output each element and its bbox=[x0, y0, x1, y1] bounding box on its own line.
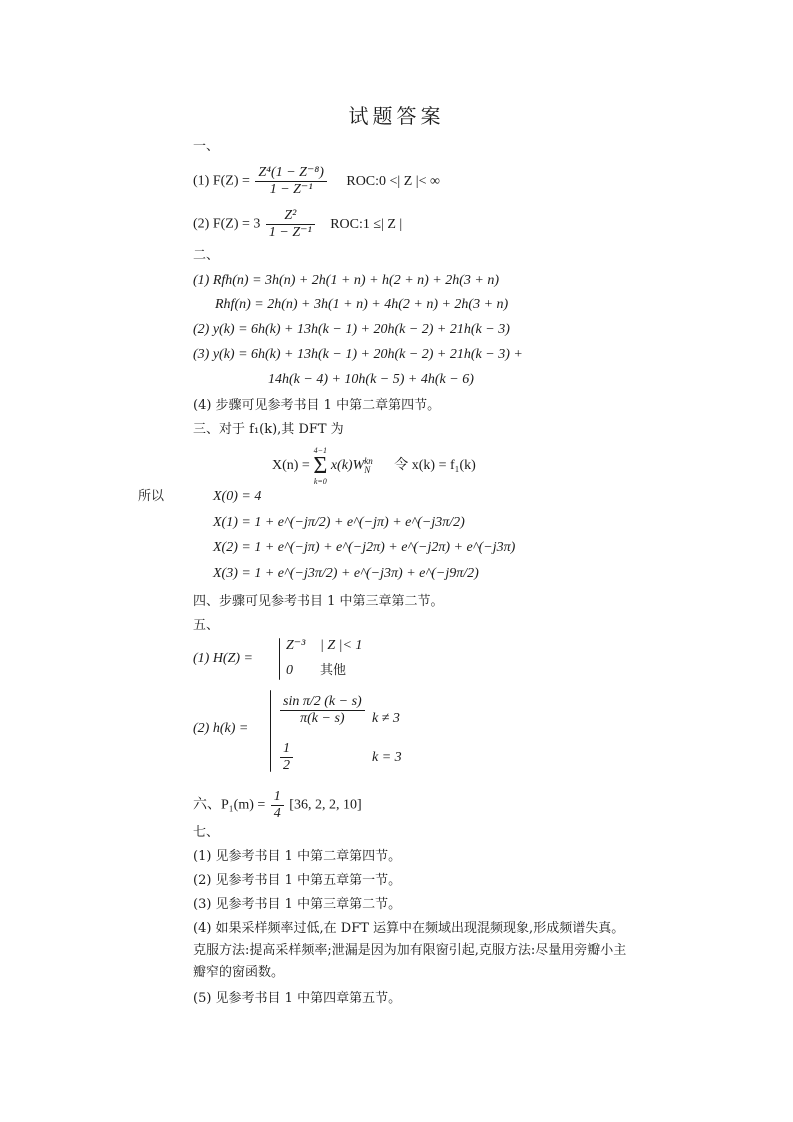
q2-line-6: (4) 步骤可见参考书目 1 中第二章第四节。 bbox=[193, 398, 441, 413]
q2-line-3: (2) y(k) = 6h(k) + 13h(k − 1) + 20h(k − 2) + 21h(k − 3) bbox=[193, 322, 510, 337]
h-z-prefix: (1) H(Z) = bbox=[193, 651, 253, 666]
section-6-formula: 六、P₁(m) = $\frac{1}{4}$ [36, 2, 2, 10] bbox=[193, 789, 362, 821]
dft-let: 令 x(k) = f₁(k) bbox=[394, 458, 476, 474]
p1-vector: [36, 2, 2, 10] bbox=[289, 797, 362, 813]
h-z-cond-2: 其他 bbox=[320, 663, 347, 678]
h-k-denominator: π(k − s) bbox=[300, 711, 345, 726]
h-z-case-2: 0 bbox=[286, 663, 293, 678]
x0-value: X(0) = 4 bbox=[213, 489, 262, 504]
q2-line-2: Rhf(n) = 2h(n) + 3h(1 + n) + 4h(2 + n) + 2h(3 + n) bbox=[215, 297, 509, 312]
h-k-prefix: (2) h(k) = bbox=[193, 721, 249, 736]
q1-a2-roc: ROC:1 ≤| Z | bbox=[330, 216, 403, 232]
h-z-cond-1: | Z |< 1 bbox=[320, 638, 363, 653]
x3-value: X(3) = 1 + e^(−j3π/2) + e^(−j3π) + e^(−j9π/2) bbox=[213, 566, 479, 581]
page-title: 试题答案 bbox=[348, 104, 445, 128]
section-7-label: 七、 bbox=[193, 825, 220, 840]
h-k-numerator: sin π/2 (k − s) bbox=[280, 694, 365, 711]
q7-answer-1: (1) 见参考书目 1 中第二章第四节。 bbox=[193, 849, 402, 864]
q1-answer-1: (1) F(Z) = $\frac{\text{Z⁴(1 − Z⁻⁸)}}{\text{1 − Z⁻¹}}$ ROC:0 <| Z |< ∞ bbox=[193, 165, 440, 197]
so-label: 所以 bbox=[138, 489, 165, 504]
h-k-case-2: $\frac{1}{2}$ bbox=[278, 741, 295, 774]
summation-symbol: 4−1 Σ k=0 bbox=[313, 446, 328, 486]
q2-line-5: 14h(k − 4) + 10h(k − 5) + 4h(k − 6) bbox=[268, 372, 474, 387]
q1-a2-numerator: Z² bbox=[266, 208, 315, 225]
q7-answer-4: (4) 如果采样频率过低,在 DFT 运算中在频域出现混频现象,形成频谱失真。克服方法:提高采样频率;泄漏是因为加有限窗引起,克服方法:尽量用旁瓣小主瓣窄的窗函数。 bbox=[193, 921, 627, 980]
h-k-case-1 bbox=[278, 694, 367, 727]
q1-a1-numerator: Z⁴(1 − Z⁻⁸) bbox=[255, 165, 326, 182]
x2-value: X(2) = 1 + e^(−jπ) + e^(−j2π) + e^(−j2π) + e^(−j3π) bbox=[213, 540, 516, 555]
h-z-brace bbox=[279, 638, 280, 680]
h-k-brace bbox=[270, 690, 271, 772]
section-3-intro: 三、对于 f₁(k),其 DFT 为 bbox=[193, 422, 344, 437]
h-k-cond-2: k = 3 bbox=[372, 750, 402, 765]
section-2-label: 二、 bbox=[193, 248, 220, 263]
h-k-cond-1: k ≠ 3 bbox=[372, 711, 400, 726]
x1-value: X(1) = 1 + e^(−jπ/2) + e^(−jπ) + e^(−j3π/2) bbox=[213, 515, 465, 530]
q2-line-1: (1) Rfh(n) = 3h(n) + 2h(1 + n) + h(2 + n) + 2h(3 + n) bbox=[193, 273, 500, 288]
q1-a1-denominator: 1 − Z⁻¹ bbox=[269, 182, 313, 197]
section-1-label: 一、 bbox=[193, 139, 220, 154]
q1-a1-roc: ROC:0 <| Z |< ∞ bbox=[346, 173, 440, 189]
section-4-text: 四、步骤可见参考书目 1 中第三章第二节。 bbox=[193, 594, 444, 609]
section-5-label: 五、 bbox=[193, 618, 220, 633]
h-z-case-1: Z⁻³ bbox=[286, 638, 306, 653]
q1-answer-2: (2) F(Z) = 3 $\frac{\text{Z²}}{\text{1 − Z⁻¹}}$ ROC:1 ≤| Z | bbox=[193, 208, 403, 240]
q7-answer-5: (5) 见参考书目 1 中第四章第五节。 bbox=[193, 991, 402, 1006]
q7-answer-3: (3) 见参考书目 1 中第三章第二节。 bbox=[193, 897, 402, 912]
q2-line-4: (3) y(k) = 6h(k) + 13h(k − 1) + 20h(k − 2) + 21h(k − 3) + bbox=[193, 347, 523, 362]
dft-formula: X(n) = 4−1 Σ k=0 $x(k)W_N^{kn}$ 令 x(k) = f₁(k) bbox=[272, 446, 476, 486]
q7-answer-2: (2) 见参考书目 1 中第五章第一节。 bbox=[193, 873, 402, 888]
q1-a2-denominator: 1 − Z⁻¹ bbox=[268, 225, 312, 240]
